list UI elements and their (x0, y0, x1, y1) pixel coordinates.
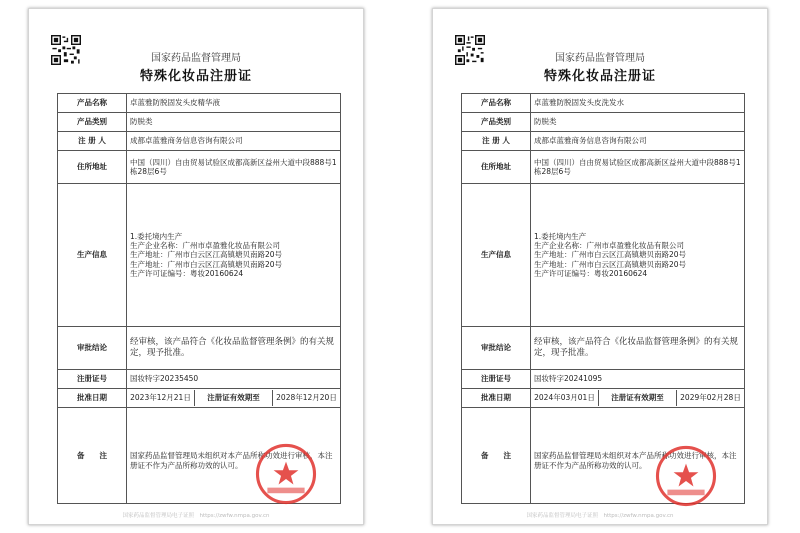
production-line: 生产地址：广州市白云区江高镇塘贝南路20号 (534, 259, 687, 269)
date-cell (127, 389, 341, 408)
table-row (58, 389, 341, 408)
cert-no-value: 国妆特字20235450 (127, 370, 341, 389)
production-line: 1.委托境内生产 (534, 231, 587, 241)
production-line: 生产地址：广州市白云区江高镇塘贝南路20号 (534, 250, 687, 260)
category-label: 产品类别 (462, 113, 531, 132)
production-line: 生产地址：广州市白云区江高镇塘贝南路20号 (130, 250, 283, 260)
conclusion-value: 经审核，该产品符合《化妆品监督管理条例》的有关规定，现予批准。 (531, 327, 745, 370)
production-line: 生产地址：广州市白云区江高镇塘贝南路20号 (130, 259, 283, 269)
product-name-value: 卓蓝雅防脱固发头皮洗发水 (531, 94, 745, 113)
category-value: 防脱类 (127, 113, 341, 132)
registrant-value: 成都卓蓝雅商务信息咨询有限公司 (127, 132, 341, 151)
table-row (58, 94, 341, 113)
certificate-right (432, 8, 768, 525)
table-row (462, 389, 745, 408)
remarks-label: 备 注 (462, 408, 531, 504)
table-row (58, 184, 341, 327)
conclusion-label: 审批结论 (58, 327, 127, 370)
production-line: 1.委托境内生产 (130, 231, 183, 241)
certificate-left (28, 8, 364, 525)
issuing-authority: 国家药品监督管理局 (555, 53, 645, 64)
approval-date-value: 2023年12月21日 (130, 393, 191, 403)
production-label: 生产信息 (58, 184, 127, 327)
table-row (462, 151, 745, 184)
production-value (531, 184, 745, 327)
footer-text: 国家药品监督管理局电子证照 https://zwfw.nmpa.gov.cn (122, 513, 270, 519)
official-seal-icon (255, 443, 317, 505)
cert-no-label: 注册证号 (462, 370, 531, 389)
conclusion-label: 审批结论 (462, 327, 531, 370)
product-name-value: 卓蓝雅防脱固发头皮精华液 (127, 94, 341, 113)
table-row (462, 327, 745, 370)
certificate-title: 特殊化妆品注册证 (139, 69, 252, 84)
product-name-label: 产品名称 (58, 94, 127, 113)
table-row (58, 113, 341, 132)
remarks-label: 备 注 (58, 408, 127, 504)
official-seal-icon (655, 445, 717, 507)
production-line: 生产许可证编号：粤妆20160624 (130, 269, 244, 279)
table-row (58, 370, 341, 389)
approval-date-label: 批准日期 (462, 389, 531, 408)
approval-date-label: 批准日期 (58, 389, 127, 408)
conclusion-value: 经审核，该产品符合《化妆品监督管理条例》的有关规定，现予批准。 (127, 327, 341, 370)
table-row (462, 132, 745, 151)
footer-text: 国家药品监督管理局电子证照 https://zwfw.nmpa.gov.cn (526, 513, 674, 519)
remarks-text: 国家药品监督管理局未组织对本产品所称功效进行审核，本注册证不作为产品所称功效的认可。 (534, 451, 737, 470)
table-row (462, 113, 745, 132)
issuing-authority: 国家药品监督管理局 (151, 53, 241, 64)
valid-until-label: 注册证有效期至 (194, 390, 273, 406)
table-row (462, 184, 745, 327)
valid-until-label: 注册证有效期至 (598, 390, 677, 406)
production-value (127, 184, 341, 327)
table-row (462, 370, 745, 389)
cert-no-value: 国妆特字20241095 (531, 370, 745, 389)
valid-until-value: 2028年12月20日 (276, 393, 337, 403)
remarks-text: 国家药品监督管理局未组织对本产品所称功效进行审核，本注册证不作为产品所称功效的认可。 (130, 451, 333, 470)
address-label: 住所地址 (462, 151, 531, 184)
production-label: 生产信息 (462, 184, 531, 327)
registrant-label: 注 册 人 (462, 132, 531, 151)
table-row (58, 327, 341, 370)
production-line: 生产许可证编号：粤妆20160624 (534, 269, 648, 279)
address-value: 中国（四川）自由贸易试验区成都高新区益州大道中段888号1栋28层6号 (531, 151, 745, 184)
certificate-table (461, 93, 745, 504)
date-cell (531, 389, 745, 408)
cert-no-label: 注册证号 (58, 370, 127, 389)
valid-until-value: 2029年02月28日 (680, 393, 741, 403)
table-row (58, 132, 341, 151)
address-label: 住所地址 (58, 151, 127, 184)
production-line: 生产企业名称：广州市卓盈雅化妆品有限公司 (534, 240, 684, 250)
approval-date-value: 2024年03月01日 (534, 393, 595, 403)
address-value: 中国（四川）自由贸易试验区成都高新区益州大道中段888号1栋28层6号 (127, 151, 341, 184)
table-row (462, 94, 745, 113)
production-line: 生产企业名称：广州市卓盈雅化妆品有限公司 (130, 240, 280, 250)
registrant-label: 注 册 人 (58, 132, 127, 151)
category-label: 产品类别 (58, 113, 127, 132)
certificate-title: 特殊化妆品注册证 (543, 69, 656, 84)
category-value: 防脱类 (531, 113, 745, 132)
product-name-label: 产品名称 (462, 94, 531, 113)
table-row (58, 151, 341, 184)
registrant-value: 成都卓蓝雅商务信息咨询有限公司 (531, 132, 745, 151)
